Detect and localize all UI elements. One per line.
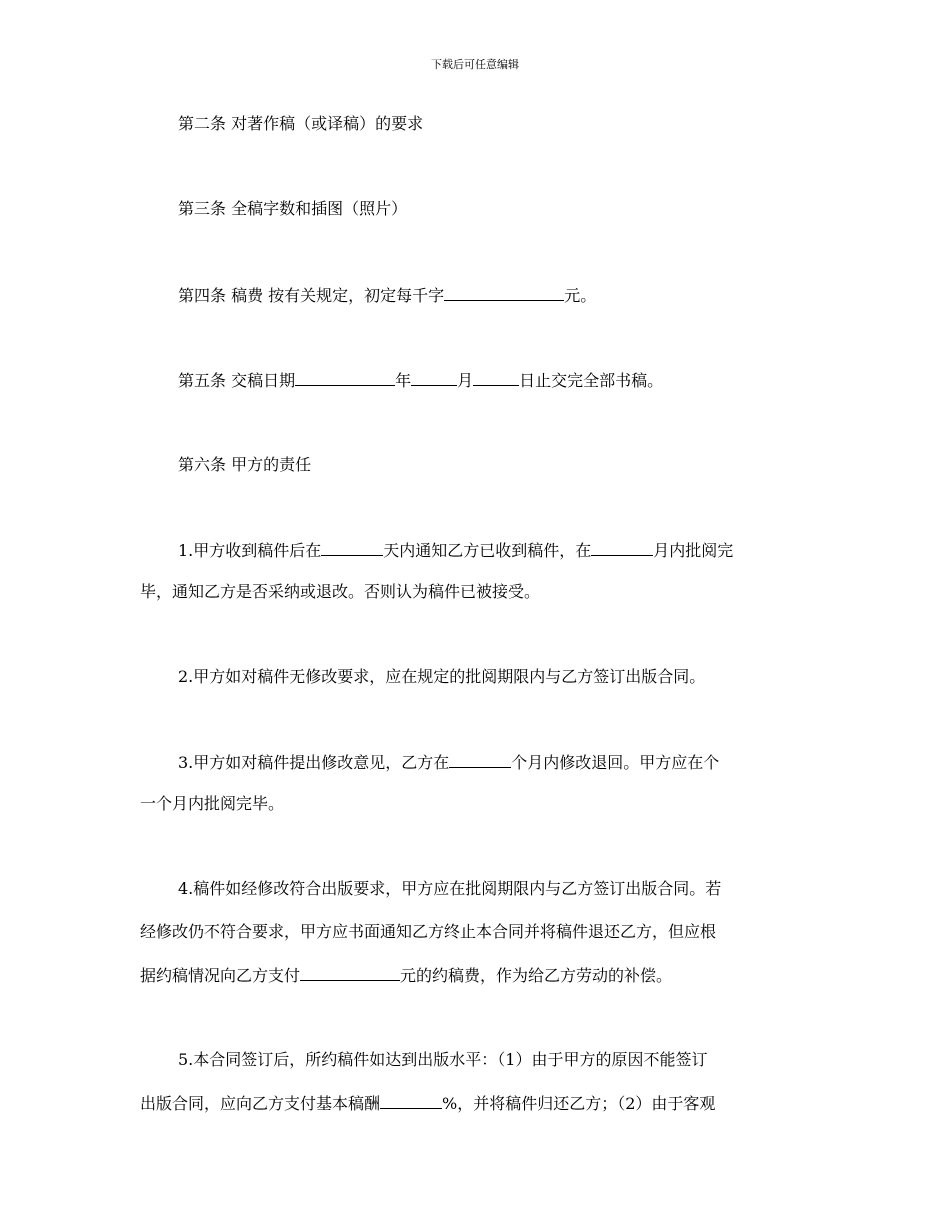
clause-3-line-2: 一个月内批阅完毕。 — [140, 794, 285, 813]
month-label: 月 — [457, 371, 474, 390]
clause-4-text-b: 元的约稿费，作为给乙方劳动的补偿。 — [400, 966, 673, 985]
day-blank — [473, 368, 519, 386]
clause-3-text-a: 3.甲方如对稿件提出修改意见，乙方在 — [178, 753, 450, 772]
clause-4-line-2: 经修改仍不符合要求，甲方应书面通知乙方终止本合同并将稿件退还乙方，但应根 — [140, 922, 717, 941]
clause-5-line-2 — [140, 1091, 715, 1116]
year-label: 年 — [395, 371, 412, 390]
days-blank — [321, 538, 383, 556]
clause-2: 2.甲方如对稿件无修改要求，应在规定的批阅期限内与乙方签订出版合同。 — [178, 667, 706, 686]
clause-1-line-2: 毕，通知乙方是否采纳或退改。否则认为稿件已被接受。 — [140, 582, 541, 601]
article-4 — [140, 283, 596, 308]
article-6: 第六条 甲方的责任 — [178, 455, 312, 474]
month-blank — [411, 368, 457, 386]
months-blank — [591, 538, 653, 556]
clause-1-line-1 — [140, 538, 733, 563]
article-3: 第三条 全稿字数和插图（照片） — [178, 199, 408, 218]
article-5-text-end: 日止交完全部书稿。 — [519, 371, 664, 390]
royalty-percent-blank — [380, 1091, 442, 1109]
clause-3-text-b: 个月内修改退回。甲方应在个 — [511, 753, 720, 772]
page-header: 下载后可任意编辑 — [431, 58, 519, 71]
article-5-text: 第五条 交稿日期 — [178, 371, 296, 390]
article-4-text-end: 元。 — [564, 286, 597, 305]
clause-5-line-1: 5.本合同签订后，所约稿件如达到出版水平：（1）由于甲方的原因不能签订 — [178, 1050, 708, 1069]
clause-5-text-b: %，并将稿件归还乙方；（2）由于客观 — [442, 1094, 716, 1113]
article-4-text: 第四条 稿费 按有关规定，初定每千字 — [178, 286, 445, 305]
clause-4-text-a: 据约稿情况向乙方支付 — [140, 966, 301, 985]
clause-1-text-a: 1.甲方收到稿件后在 — [178, 541, 322, 560]
commission-fee-blank — [300, 963, 400, 981]
clause-5-text-a: 出版合同，应向乙方支付基本稿酬 — [140, 1094, 381, 1113]
clause-1-text-c: 月内批阅完 — [653, 541, 734, 560]
year-blank — [295, 368, 395, 386]
article-5 — [140, 368, 663, 393]
clause-3-line-1 — [140, 750, 719, 775]
clause-4-line-3 — [140, 963, 672, 988]
fee-per-thousand-blank — [444, 283, 564, 301]
clause-4-line-1: 4.稿件如经修改符合出版要求，甲方应在批阅期限内与乙方签订出版合同。若 — [178, 879, 722, 898]
revision-months-blank — [449, 750, 511, 768]
article-2: 第二条 对著作稿（或译稿）的要求 — [178, 114, 424, 133]
clause-1-text-b: 天内通知乙方已收到稿件，在 — [383, 541, 592, 560]
